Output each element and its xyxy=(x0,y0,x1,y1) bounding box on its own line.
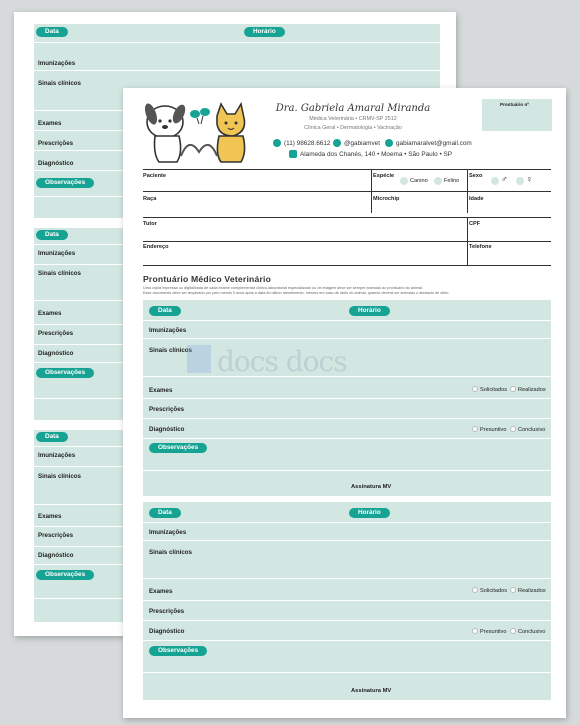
exams-label: Exames xyxy=(38,310,62,317)
cpf-label: CPF xyxy=(469,221,481,227)
exams-label: Exames xyxy=(149,588,173,595)
front-record-1 xyxy=(143,300,551,496)
record-number-label: Prontuário nº xyxy=(500,102,529,107)
canine-radio[interactable] xyxy=(400,177,408,185)
prescriptions-label: Prescrições xyxy=(38,532,74,539)
conclusive-radio[interactable] xyxy=(510,426,516,432)
heart-icon xyxy=(181,145,217,156)
front-record-2 xyxy=(143,502,551,700)
signature-label: Assinatura MV xyxy=(351,484,392,490)
date-badge: Data xyxy=(36,27,68,37)
presumptive-radio[interactable] xyxy=(472,426,478,432)
presumptive-label: Presuntivo xyxy=(480,427,507,433)
immunizations-label: Imunizações xyxy=(149,529,187,536)
diagnosis-label: Diagnóstico xyxy=(149,426,185,433)
performed-radio[interactable] xyxy=(510,386,516,392)
time-badge: Horário xyxy=(244,27,285,37)
requested-radio[interactable] xyxy=(472,587,478,593)
section-note-2: Esse documento deve ser arquivado por pelo menos 5 anos após a data do último atendimento, mesmo em caso de óbito do animal, quando deverá ser anexado o atestado de óbito. xyxy=(143,291,450,295)
section-note-1: Uma cópia impressa ou digitalizada de cada exame complementar clínico-laboratorial especializado ou de imagem deve ser sempre anexado ao prontuário do animal. xyxy=(143,286,424,290)
front-page xyxy=(123,88,566,718)
bird-icon xyxy=(190,108,210,124)
diagnosis-label: Diagnóstico xyxy=(149,628,185,635)
sex-label: Sexo xyxy=(469,173,483,179)
dog-cat-logo xyxy=(137,96,249,166)
exams-label: Exames xyxy=(149,387,173,394)
doctor-specialty: Clínica Geral • Dermatologia • Vacinação xyxy=(304,125,402,131)
age-label: Idade xyxy=(469,196,484,202)
immunizations-label: Imunizações xyxy=(38,60,76,67)
dog-icon xyxy=(143,102,188,162)
male-icon: ♂ xyxy=(501,174,508,184)
conclusive-radio[interactable] xyxy=(510,628,516,634)
male-radio[interactable] xyxy=(491,177,499,185)
immunizations-label: Imunizações xyxy=(38,250,76,257)
instagram-handle: @gabiamvet xyxy=(344,140,380,147)
exams-label: Exames xyxy=(38,513,62,520)
doctor-title: Médica Veterinária • CRMV-SP 2512 xyxy=(309,116,397,122)
signature-label: Assinatura MV xyxy=(351,688,392,694)
clinical-signs-label: Sinais clínicos xyxy=(38,270,81,277)
date-badge: Data xyxy=(149,508,181,518)
microchip-label: Microchip xyxy=(373,196,400,202)
requested-label: Solicitados xyxy=(480,387,508,393)
address: Alameda dos Chanés, 140 • Moema • São Paulo • SP xyxy=(300,151,453,158)
species-label: Espécie xyxy=(373,173,395,179)
email-icon xyxy=(385,139,393,147)
section-title: Prontuário Médico Veterinário xyxy=(143,274,272,284)
breed-label: Raça xyxy=(143,196,157,202)
time-badge: Horário xyxy=(349,306,390,316)
observations-badge: Observações xyxy=(36,368,94,378)
prescriptions-label: Prescrições xyxy=(38,330,74,337)
prescriptions-label: Prescrições xyxy=(38,140,74,147)
watermark-icon xyxy=(187,345,211,373)
time-badge: Horário xyxy=(349,508,390,518)
cat-icon xyxy=(217,104,245,162)
feline-label: Felino xyxy=(444,178,460,184)
observations-badge: Observações xyxy=(149,443,207,453)
doctor-name: Dra. Gabriela Amaral Miranda xyxy=(275,103,431,114)
instagram-icon xyxy=(333,139,341,147)
patient-label: Paciente xyxy=(143,173,167,179)
whatsapp-icon xyxy=(273,139,281,147)
conclusive-label: Conclusivo xyxy=(518,629,546,635)
performed-radio[interactable] xyxy=(510,587,516,593)
immunizations-label: Imunizações xyxy=(38,452,76,459)
watermark: docs docs xyxy=(217,345,347,378)
exams-label: Exames xyxy=(38,120,62,127)
presumptive-label: Presuntivo xyxy=(480,629,507,635)
clinical-signs-label: Sinais clínicos xyxy=(38,473,81,480)
prescriptions-label: Prescrições xyxy=(149,406,185,413)
email-address: gabiamaralvet@gmail.com xyxy=(396,140,472,147)
diagnosis-label: Diagnóstico xyxy=(38,552,74,559)
observations-badge: Observações xyxy=(36,178,94,188)
tutor-label: Tutor xyxy=(143,221,157,227)
feline-radio[interactable] xyxy=(434,177,442,185)
clinical-signs-label: Sinais clínicos xyxy=(38,80,81,87)
diagnosis-label: Diagnóstico xyxy=(38,350,74,357)
observations-badge: Observações xyxy=(36,570,94,580)
clinical-signs-label: Sinais clínicos xyxy=(149,347,192,354)
canine-label: Canino xyxy=(410,178,428,184)
phone-number: (11) 98628.6612 xyxy=(284,140,331,147)
requested-radio[interactable] xyxy=(472,386,478,392)
phone-label: Telefone xyxy=(469,244,492,250)
conclusive-label: Conclusivo xyxy=(518,427,546,433)
performed-label: Realizados xyxy=(518,588,546,594)
requested-label: Solicitados xyxy=(480,588,508,594)
prescriptions-label: Prescrições xyxy=(149,608,185,615)
date-badge: Data xyxy=(36,230,68,240)
female-icon: ♀ xyxy=(526,174,533,184)
performed-label: Realizados xyxy=(518,387,546,393)
female-radio[interactable] xyxy=(516,177,524,185)
location-icon xyxy=(289,150,297,158)
immunizations-label: Imunizações xyxy=(149,327,187,334)
date-badge: Data xyxy=(36,432,68,442)
address-label: Endereço xyxy=(143,244,169,250)
observations-badge: Observações xyxy=(149,646,207,656)
date-badge: Data xyxy=(149,306,181,316)
record-number-box[interactable] xyxy=(482,99,552,131)
presumptive-radio[interactable] xyxy=(472,628,478,634)
clinical-signs-label: Sinais clínicos xyxy=(149,549,192,556)
diagnosis-label: Diagnóstico xyxy=(38,160,74,167)
